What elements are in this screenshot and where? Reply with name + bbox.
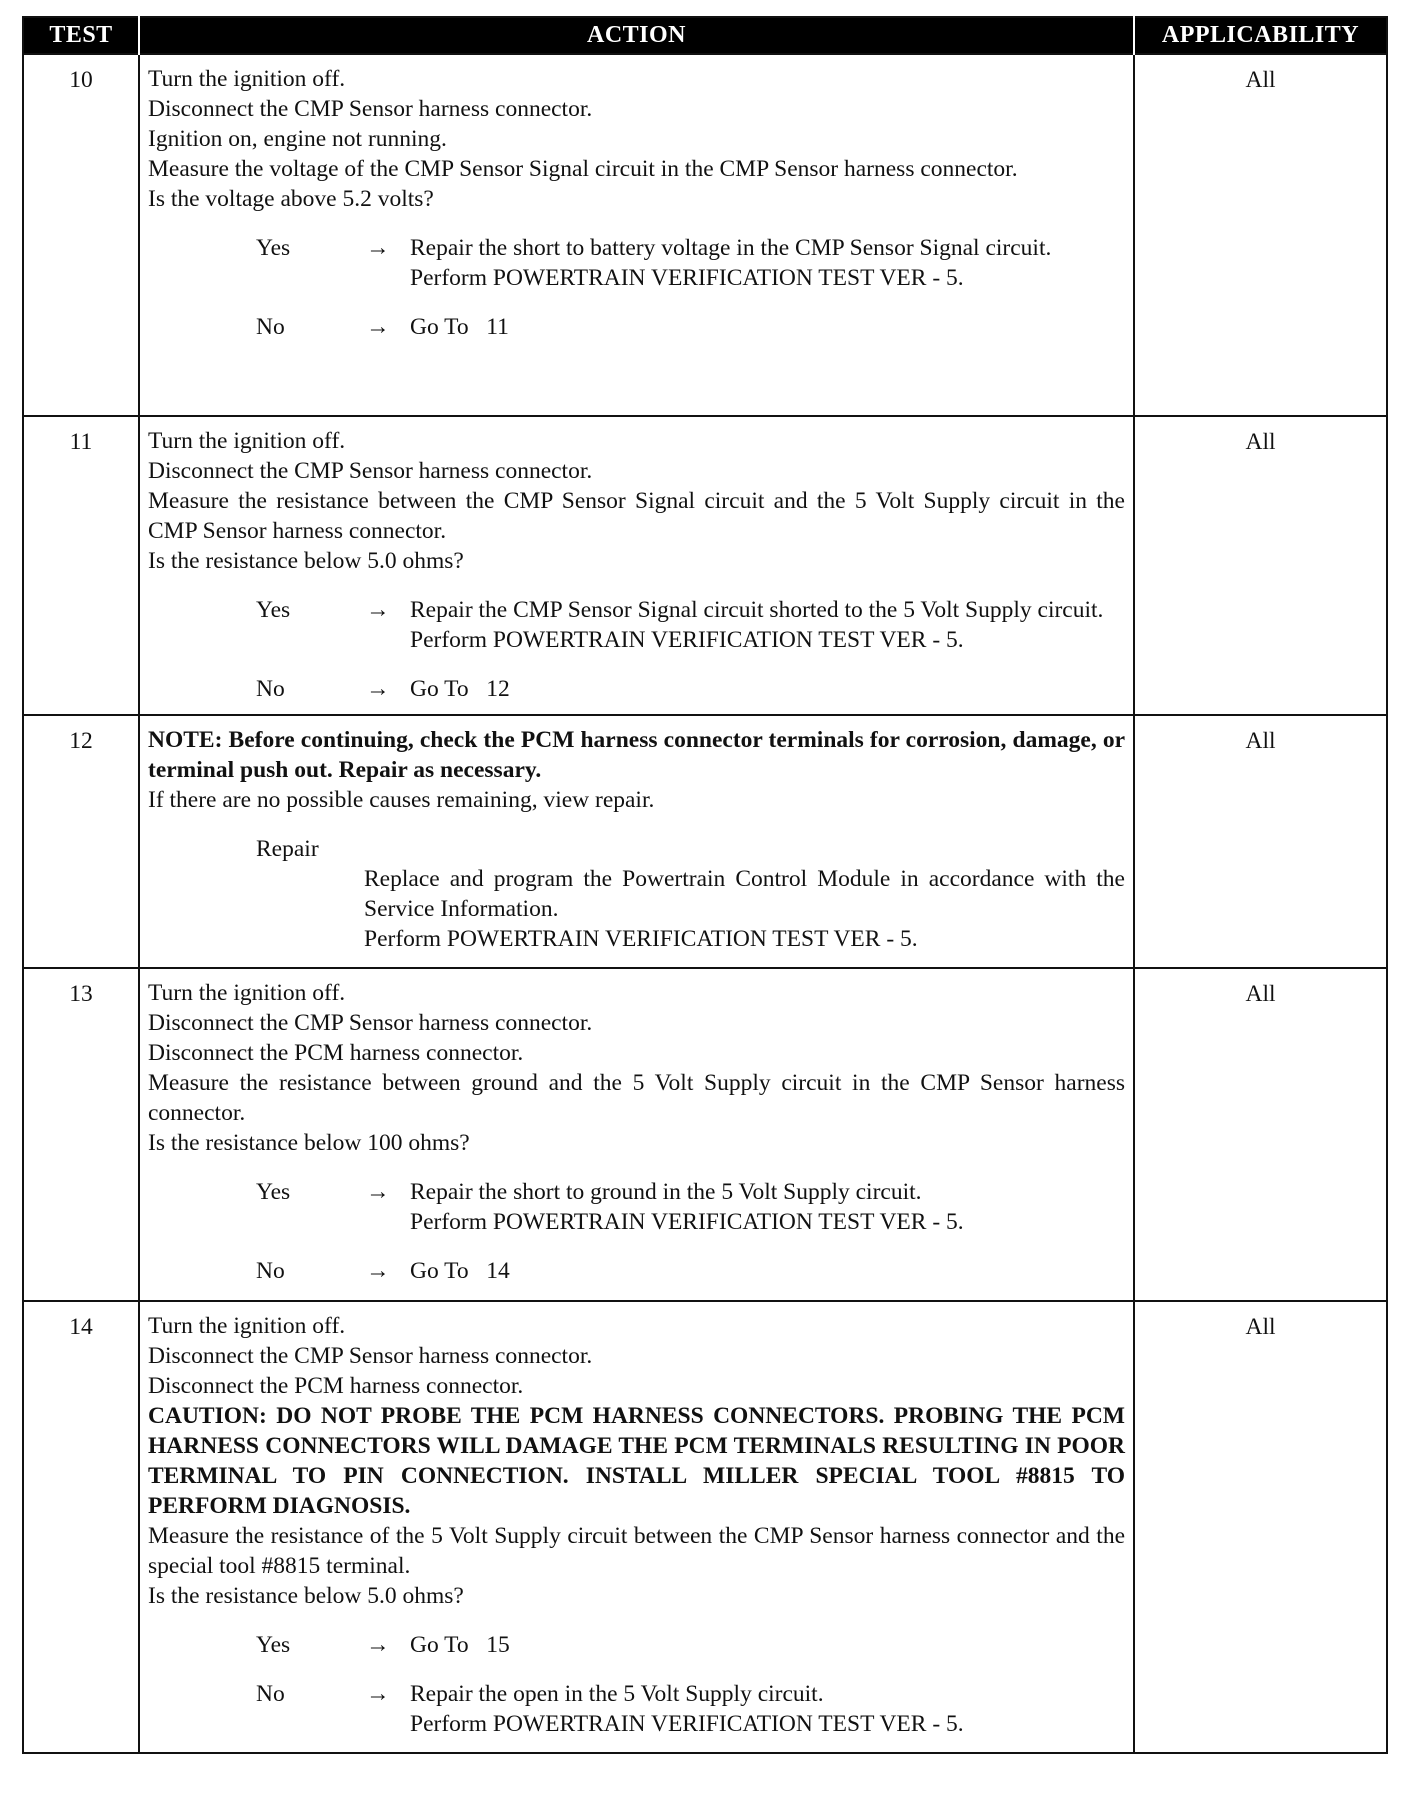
- step-text: Is the resistance below 5.0 ohms?: [148, 548, 464, 574]
- branch-text: Repair the CMP Sensor Signal circuit shorted to the 5 Volt Supply circuit.: [410, 597, 1104, 623]
- right-arrow-icon: →: [366, 314, 390, 340]
- test-number: 10: [23, 54, 139, 416]
- step-text: Disconnect the CMP Sensor harness connector.: [148, 1010, 593, 1036]
- step-text: Disconnect the CMP Sensor harness connector.: [148, 96, 593, 122]
- table-row: [23, 968, 1387, 1301]
- step-text: Disconnect the CMP Sensor harness connector.: [148, 458, 593, 484]
- step-text: Disconnect the PCM harness connector.: [148, 1373, 524, 1399]
- step-text: Is the voltage above 5.2 volts?: [148, 186, 434, 212]
- yes-branch: [148, 1177, 1125, 1237]
- header-action: ACTION: [139, 17, 1134, 54]
- right-arrow-icon: →: [366, 676, 390, 702]
- no-branch: [148, 1679, 1125, 1739]
- right-arrow-icon: →: [366, 1681, 390, 1707]
- yes-label: Yes: [256, 1632, 291, 1658]
- branch-text: Replace and program the Powertrain Control Module in accordance with the Service Information.: [364, 866, 1125, 922]
- table-header-row: [23, 17, 1387, 54]
- applicability-value: All: [1134, 1301, 1387, 1753]
- step-text: Turn the ignition off.: [148, 66, 346, 92]
- action-cell: [139, 1301, 1134, 1753]
- branch-text: Repair the short to ground in the 5 Volt Supply circuit.: [410, 1179, 922, 1205]
- table-row: [23, 54, 1387, 416]
- action-cell: [139, 54, 1134, 416]
- branch-text: Go To 14: [410, 1258, 510, 1284]
- step-text: Turn the ignition off.: [148, 428, 346, 454]
- applicability-value: All: [1134, 715, 1387, 968]
- right-arrow-icon: →: [366, 1258, 390, 1284]
- right-arrow-icon: →: [366, 1632, 390, 1658]
- yes-branch: [148, 595, 1125, 655]
- step-text: Measure the resistance between ground and the 5 Volt Supply circuit in the CMP Sensor harness connector.: [148, 1070, 1125, 1126]
- step-text: If there are no possible causes remaining, view repair.: [148, 787, 655, 813]
- step-text: Turn the ignition off.: [148, 1313, 346, 1339]
- no-label: No: [256, 314, 285, 340]
- branch-text: Perform POWERTRAIN VERIFICATION TEST VER - 5.: [410, 627, 964, 653]
- branch-text: Go To 11: [410, 314, 509, 340]
- step-text: Turn the ignition off.: [148, 980, 346, 1006]
- branch-text: Perform POWERTRAIN VERIFICATION TEST VER - 5.: [364, 926, 918, 952]
- caution-text: CAUTION: DO NOT PROBE THE PCM HARNESS CONNECTORS. PROBING THE PCM HARNESS CONNECTORS WILL DAMAGE THE PCM TERMINALS RESULTING IN POOR TERMINAL TO PIN CONNECTION. INSTALL MILLER SPECIAL TOOL #8815 TO PERFORM DIAGNOSIS.: [148, 1403, 1125, 1519]
- applicability-value: All: [1134, 968, 1387, 1301]
- branch-text: Go To 15: [410, 1632, 510, 1658]
- repair-branch: [148, 834, 1125, 954]
- yes-label: Yes: [256, 235, 291, 261]
- test-number: 14: [23, 1301, 139, 1753]
- step-text: Measure the voltage of the CMP Sensor Signal circuit in the CMP Sensor harness connector.: [148, 156, 1018, 182]
- step-text: Disconnect the CMP Sensor harness connector.: [148, 1343, 593, 1369]
- test-number: 13: [23, 968, 139, 1301]
- step-text: Ignition on, engine not running.: [148, 126, 447, 152]
- step-text: Is the resistance below 5.0 ohms?: [148, 1583, 464, 1609]
- branch-text: Go To 12: [410, 676, 510, 702]
- no-label: No: [256, 1258, 285, 1284]
- diagnostic-test-table: [22, 16, 1388, 1754]
- step-text: Measure the resistance of the 5 Volt Supply circuit between the CMP Sensor harness connector and the special tool #8815 terminal.: [148, 1523, 1125, 1579]
- table-row: [23, 715, 1387, 968]
- yes-label: Yes: [256, 1179, 291, 1205]
- action-cell: [139, 968, 1134, 1301]
- branch-text: Perform POWERTRAIN VERIFICATION TEST VER - 5.: [410, 1711, 964, 1737]
- yes-branch: [148, 1630, 1125, 1660]
- no-label: No: [256, 676, 285, 702]
- action-cell: [139, 715, 1134, 968]
- test-number: 11: [23, 416, 139, 715]
- test-number: 12: [23, 715, 139, 968]
- note-text: NOTE: Before continuing, check the PCM harness connector terminals for corrosion, damage, or terminal push out. Repair as necessary.: [148, 727, 1125, 783]
- table-row: [23, 1301, 1387, 1753]
- step-text: Is the resistance below 100 ohms?: [148, 1130, 470, 1156]
- action-cell: [139, 416, 1134, 715]
- no-branch: [148, 674, 1125, 704]
- step-text: Measure the resistance between the CMP Sensor Signal circuit and the 5 Volt Supply circuit in the CMP Sensor harness connector.: [148, 488, 1125, 544]
- header-test: TEST: [23, 17, 139, 54]
- repair-label: Repair: [256, 836, 319, 862]
- branch-text: Repair the short to battery voltage in the CMP Sensor Signal circuit.: [410, 235, 1052, 261]
- no-branch: [148, 312, 1125, 342]
- table-row: [23, 416, 1387, 715]
- right-arrow-icon: →: [366, 235, 390, 261]
- no-label: No: [256, 1681, 285, 1707]
- branch-text: Repair the open in the 5 Volt Supply circuit.: [410, 1681, 824, 1707]
- applicability-value: All: [1134, 416, 1387, 715]
- branch-text: Perform POWERTRAIN VERIFICATION TEST VER - 5.: [410, 1209, 964, 1235]
- applicability-value: All: [1134, 54, 1387, 416]
- right-arrow-icon: →: [366, 597, 390, 623]
- right-arrow-icon: →: [366, 1179, 390, 1205]
- yes-label: Yes: [256, 597, 291, 623]
- yes-branch: [148, 233, 1125, 293]
- header-applicability: APPLICABILITY: [1134, 17, 1387, 54]
- no-branch: [148, 1256, 1125, 1286]
- branch-text: Perform POWERTRAIN VERIFICATION TEST VER - 5.: [410, 265, 964, 291]
- step-text: Disconnect the PCM harness connector.: [148, 1040, 524, 1066]
